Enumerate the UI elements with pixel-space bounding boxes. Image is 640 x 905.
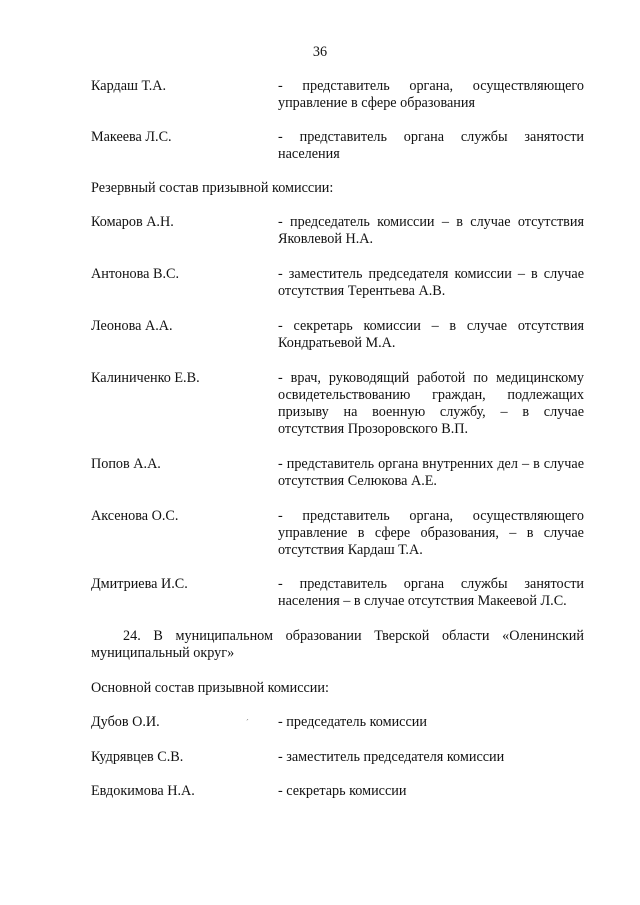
member-role: - врач, руководящий работой по медицинскому освидетельствованию граждан, подлежащих призыву на военную службу, – в случае отсутствия Прозоровского В.П. bbox=[278, 370, 584, 437]
member-name: Антонова В.С. bbox=[91, 266, 180, 282]
member-name: Калиниченко Е.В. bbox=[91, 370, 200, 386]
main-heading: Основной состав призывной комиссии: bbox=[91, 680, 329, 696]
member-role: - представитель органа службы занятости населения bbox=[278, 129, 584, 162]
member-role: - заместитель председателя комиссии bbox=[278, 749, 505, 765]
section-paragraph: 24. В муниципальном образовании Тверской области «Оленинский муниципальный округ» bbox=[91, 628, 584, 661]
member-name: Макеева Л.С. bbox=[91, 129, 172, 145]
member-role: - председатель комиссии – в случае отсутствия Яковлевой Н.А. bbox=[278, 214, 584, 247]
member-role: - представитель органа службы занятости населения – в случае отсутствия Макеевой Л.С. bbox=[278, 576, 584, 609]
member-name: Леонова А.А. bbox=[91, 318, 173, 334]
member-role: - представитель органа внутренних дел – в случае отсутствия Селюкова А.Е. bbox=[278, 456, 584, 489]
page-number: 36 bbox=[312, 44, 328, 60]
member-role: - секретарь комиссии bbox=[278, 783, 407, 799]
member-role: - председатель комиссии bbox=[278, 714, 427, 730]
member-name: Попов А.А. bbox=[91, 456, 161, 472]
member-name: Кудрявцев С.В. bbox=[91, 749, 184, 765]
member-name: Комаров А.Н. bbox=[91, 214, 174, 230]
member-name: Аксенова О.С. bbox=[91, 508, 179, 524]
member-role: - заместитель председателя комиссии – в случае отсутствия Терентьева А.В. bbox=[278, 266, 584, 299]
member-role: - представитель органа, осуществляющего управление в сфере образования bbox=[278, 78, 584, 111]
member-name: Кардаш Т.А. bbox=[91, 78, 167, 94]
scan-mark: ´ bbox=[246, 718, 249, 727]
reserve-heading: Резервный состав призывной комиссии: bbox=[91, 180, 334, 196]
member-name: Дубов О.И. bbox=[91, 714, 160, 730]
member-role: - секретарь комиссии – в случае отсутствия Кондратьевой М.А. bbox=[278, 318, 584, 351]
member-role: - представитель органа, осуществляющего управление в сфере образования, – в случае отсутствия Кардаш Т.А. bbox=[278, 508, 584, 558]
member-name: Евдокимова Н.А. bbox=[91, 783, 195, 799]
member-name: Дмитриева И.С. bbox=[91, 576, 188, 592]
